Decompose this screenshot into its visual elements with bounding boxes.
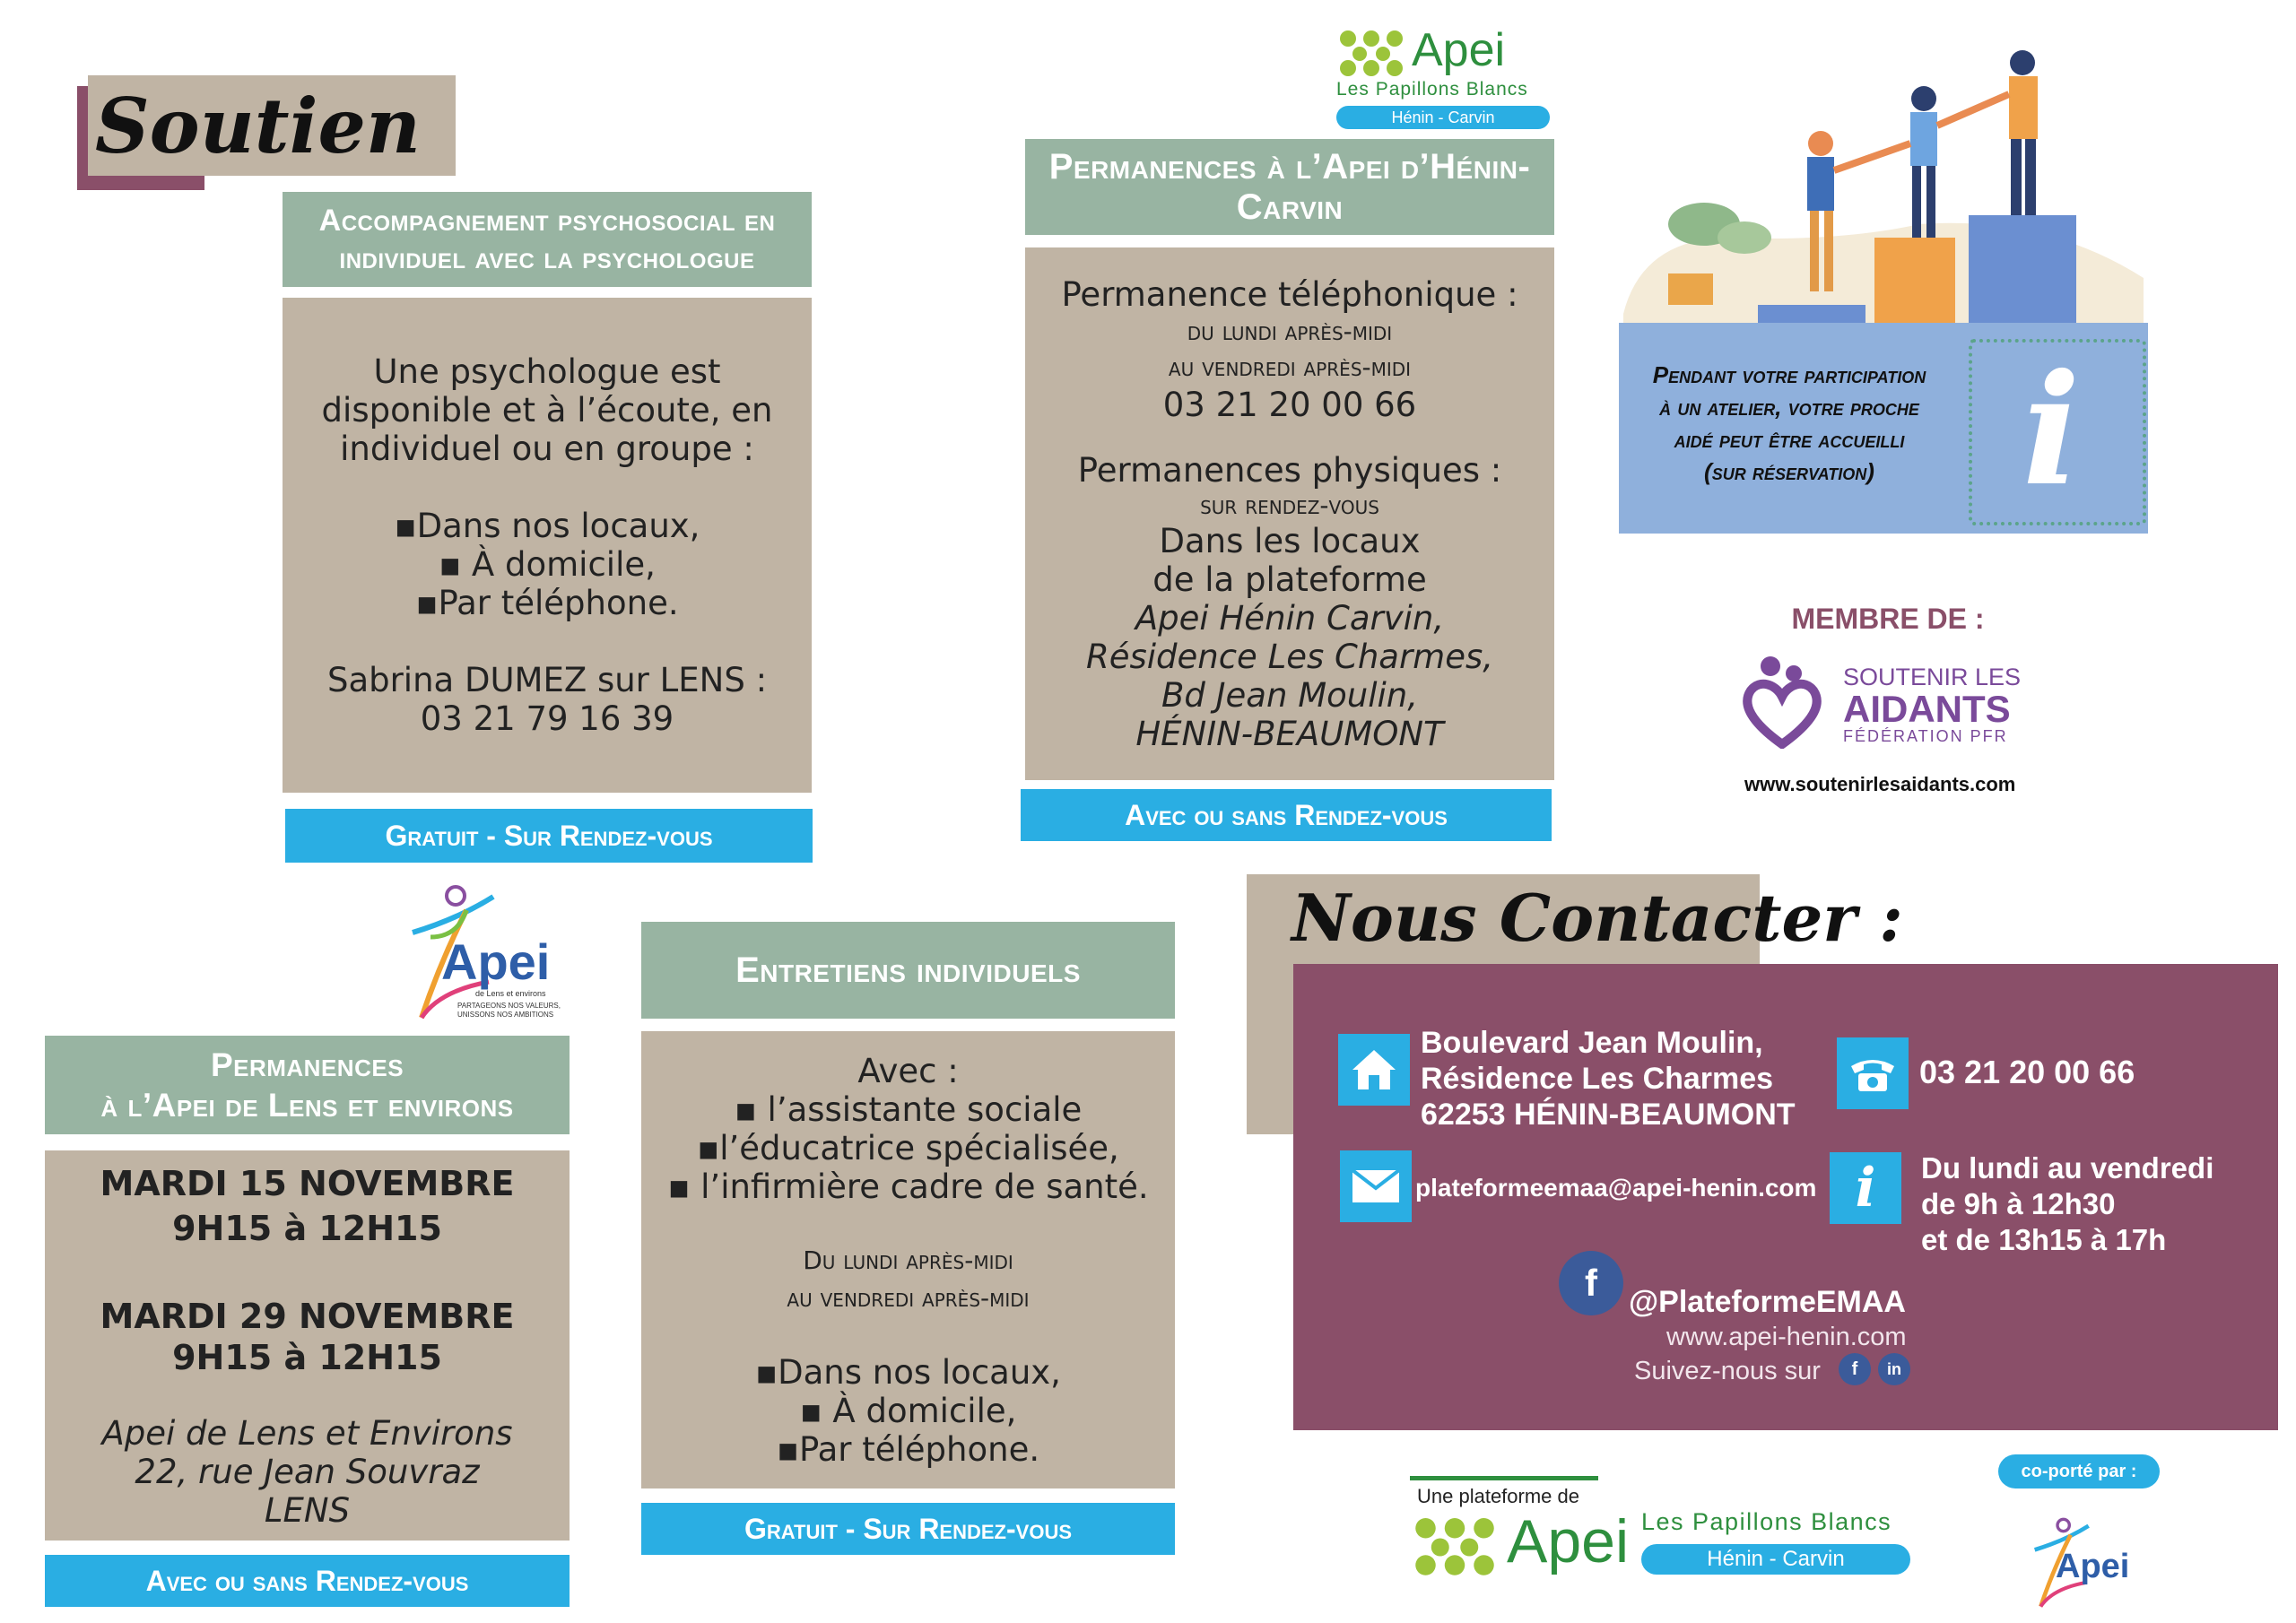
addr-line: HÉNIN-BEAUMONT <box>1135 714 1444 753</box>
perm-lens-header-line2: à l’Apei de Lens et environs <box>100 1087 514 1124</box>
hours-line2: de 9h à 12h30 <box>1921 1187 2116 1220</box>
info-icon: i <box>2022 341 2081 520</box>
bottom-apei-name: Apei <box>1507 1507 1630 1575</box>
perm-lens-body <box>45 1150 570 1541</box>
contact-email[interactable]: plateformeemaa@apei-henin.com <box>1415 1174 1817 1202</box>
perm-lens-footer: Avec ou sans Rendez-vous <box>45 1555 570 1607</box>
info-box <box>1619 323 2148 534</box>
psy-footer: Gratuit - Sur Rendez-vous <box>285 809 813 863</box>
mail-icon <box>1340 1150 1412 1222</box>
lens-addr3: LENS <box>264 1491 351 1530</box>
time1: 9H15 à 12H15 <box>172 1209 442 1248</box>
psy-body-line: individuel ou en groupe : <box>340 430 754 468</box>
phys-line2: Dans les locaux <box>1159 521 1421 560</box>
entretiens-footer: Gratuit - Sur Rendez-vous <box>641 1503 1175 1555</box>
helping-illustration <box>1614 45 2152 323</box>
apei-henin-name: Apei <box>1412 24 1506 76</box>
psy-body-line: Une psychologue est <box>373 352 721 391</box>
apei-henin-city: Hénin - Carvin <box>1336 106 1550 129</box>
entretiens-header: Entretiens individuels <box>641 922 1175 1019</box>
contact-title: Nous Contacter : <box>1292 880 1903 956</box>
psy-body-line: 03 21 79 16 39 <box>420 699 674 738</box>
psy-body-line: Sabrina DUMEZ sur LENS : <box>326 661 768 699</box>
info-text <box>1632 359 1946 488</box>
phys-line1: sur rendez-vous <box>1200 490 1379 520</box>
membre-label: MEMBRE DE : <box>1791 603 1985 635</box>
apei-lens-name: Apei <box>441 933 551 990</box>
hours-info-icon: i <box>1830 1152 1901 1224</box>
contact-panel <box>1293 964 2278 1430</box>
date1: MARDI 15 NOVEMBRE <box>100 1164 515 1203</box>
entretiens-item: ▪l’éducatrice spécialisée, <box>697 1128 1119 1167</box>
apei-lens-logo <box>404 883 565 1027</box>
tel-days1: du lundi après-midi <box>1187 316 1393 346</box>
plateforme-line <box>1410 1476 1598 1480</box>
perm-henin-body <box>1025 247 1554 780</box>
soutien-title: Soutien <box>95 81 421 170</box>
perm-henin-footer: Avec ou sans Rendez-vous <box>1021 789 1552 841</box>
tel-days2: au vendredi après-midi <box>1168 352 1412 382</box>
phone-icon <box>1837 1037 1909 1109</box>
website[interactable]: www.apei-henin.com <box>1666 1323 1907 1351</box>
date2: MARDI 29 NOVEMBRE <box>100 1297 515 1336</box>
entretiens-item: ▪ l’infirmière cadre de santé. <box>667 1167 1149 1206</box>
lens-addr2: 22, rue Jean Souvraz <box>135 1453 480 1491</box>
psy-header-line1: Accompagnement psychosocial en <box>318 204 776 238</box>
apei-lens-tag1: PARTAGEONS NOS VALEURS, <box>457 1002 561 1010</box>
hours-line1: Du lundi au vendredi <box>1921 1151 2214 1185</box>
phys-line3: de la plateforme <box>1152 560 1427 599</box>
psy-body <box>283 298 812 793</box>
membre-org <box>1843 664 2067 746</box>
entretiens-loc: ▪Dans nos locaux, <box>755 1352 1061 1392</box>
entretiens-loc: ▪Par téléphone. <box>776 1429 1040 1469</box>
entretiens-body <box>641 1031 1175 1488</box>
perm-henin-header: Permanences à l’Apei d’Hénin-Carvin <box>1025 139 1554 235</box>
membre-url[interactable]: www.soutenirlesaidants.com <box>1744 773 2016 795</box>
apei-lens-sub: de Lens et environs <box>475 989 546 998</box>
addr-line: Apei Hénin Carvin, <box>1135 598 1445 638</box>
small-apei-name: Apei <box>2056 1548 2130 1585</box>
heart-logo-icon <box>1742 650 1822 749</box>
lens-addr1: Apei de Lens et Environs <box>101 1414 513 1453</box>
bottom-city: Hénin - Carvin <box>1641 1544 1910 1575</box>
address-line3: 62253 HÉNIN-BEAUMONT <box>1421 1098 1796 1132</box>
perm-lens-header-line1: Permanences <box>210 1046 404 1083</box>
entretiens-days1: Du lundi après-midi <box>803 1245 1013 1275</box>
bottom-sub: Les Papillons Blancs <box>1641 1508 1892 1535</box>
time2: 9H15 à 12H15 <box>172 1338 442 1377</box>
papillons-logo-icon <box>1336 27 1406 77</box>
contact-phone[interactable]: 03 21 20 00 66 <box>1919 1054 2135 1090</box>
hours-line3: et de 13h15 à 17h <box>1921 1223 2167 1256</box>
avec: Avec : <box>857 1051 959 1090</box>
perm-lens-header <box>45 1036 570 1134</box>
address-line1: Boulevard Jean Moulin, <box>1421 1026 1763 1060</box>
apei-lens-tag2: UNISSONS NOS AMBITIONS <box>457 1011 554 1019</box>
psy-body-line: ▪Par téléphone. <box>415 584 679 622</box>
coporte-label: co-porté par : <box>1998 1454 2160 1488</box>
home-icon <box>1338 1034 1410 1106</box>
follow-text: Suivez-nous sur <box>1634 1357 1821 1385</box>
bottom-papillons-icon <box>1410 1514 1500 1576</box>
addr-line: Résidence Les Charmes, <box>1085 637 1494 676</box>
info-line4: (sur réservation) <box>1704 458 1874 485</box>
psy-body-line: ▪Dans nos locaux, <box>394 507 700 545</box>
info-line2: à un atelier, votre proche <box>1659 394 1919 421</box>
info-line1: Pendant votre participation <box>1652 361 1926 388</box>
small-apei-logo <box>2029 1515 2136 1614</box>
tel-title: Permanence téléphonique : <box>1061 274 1518 314</box>
apei-henin-sub: Les Papillons Blancs <box>1336 79 1528 100</box>
org-line3: FÉDÉRATION PFR <box>1843 727 2008 745</box>
psy-header-line2: individuel avec la psychologue <box>339 241 755 275</box>
entretiens-item: ▪ l’assistante sociale <box>734 1089 1083 1129</box>
entretiens-days2: au vendredi après-midi <box>787 1282 1030 1313</box>
address-line2: Résidence Les Charmes <box>1421 1062 1774 1096</box>
plateforme-label: Une plateforme de <box>1417 1485 1579 1507</box>
addr-line: Bd Jean Moulin, <box>1161 675 1418 715</box>
psy-body-line: ▪ À domicile, <box>439 545 656 584</box>
facebook-handle[interactable]: @PlateformeEMAA <box>1629 1285 1906 1319</box>
soutien-title-box <box>88 75 456 176</box>
tel-number: 03 21 20 00 66 <box>1162 385 1417 424</box>
linkedin-icon[interactable]: in <box>1878 1353 1910 1385</box>
org-line1: SOUTENIR LES <box>1843 664 2022 690</box>
facebook-small-icon[interactable]: f <box>1839 1353 1871 1385</box>
entretiens-loc: ▪ À domicile, <box>799 1391 1017 1430</box>
phys-title: Permanences physiques : <box>1077 450 1502 490</box>
helping-people-illustration <box>1614 45 2152 323</box>
contact-hours <box>1921 1150 2213 1258</box>
contact-address <box>1421 1025 1796 1133</box>
psy-header <box>283 192 812 287</box>
org-line2: AIDANTS <box>1843 688 2011 730</box>
psy-body-line: disponible et à l’écoute, en <box>321 391 773 430</box>
apei-henin-logo <box>1336 23 1552 129</box>
facebook-icon[interactable]: f <box>1559 1251 1623 1315</box>
info-line3: aidé peut être accueilli <box>1674 426 1905 453</box>
